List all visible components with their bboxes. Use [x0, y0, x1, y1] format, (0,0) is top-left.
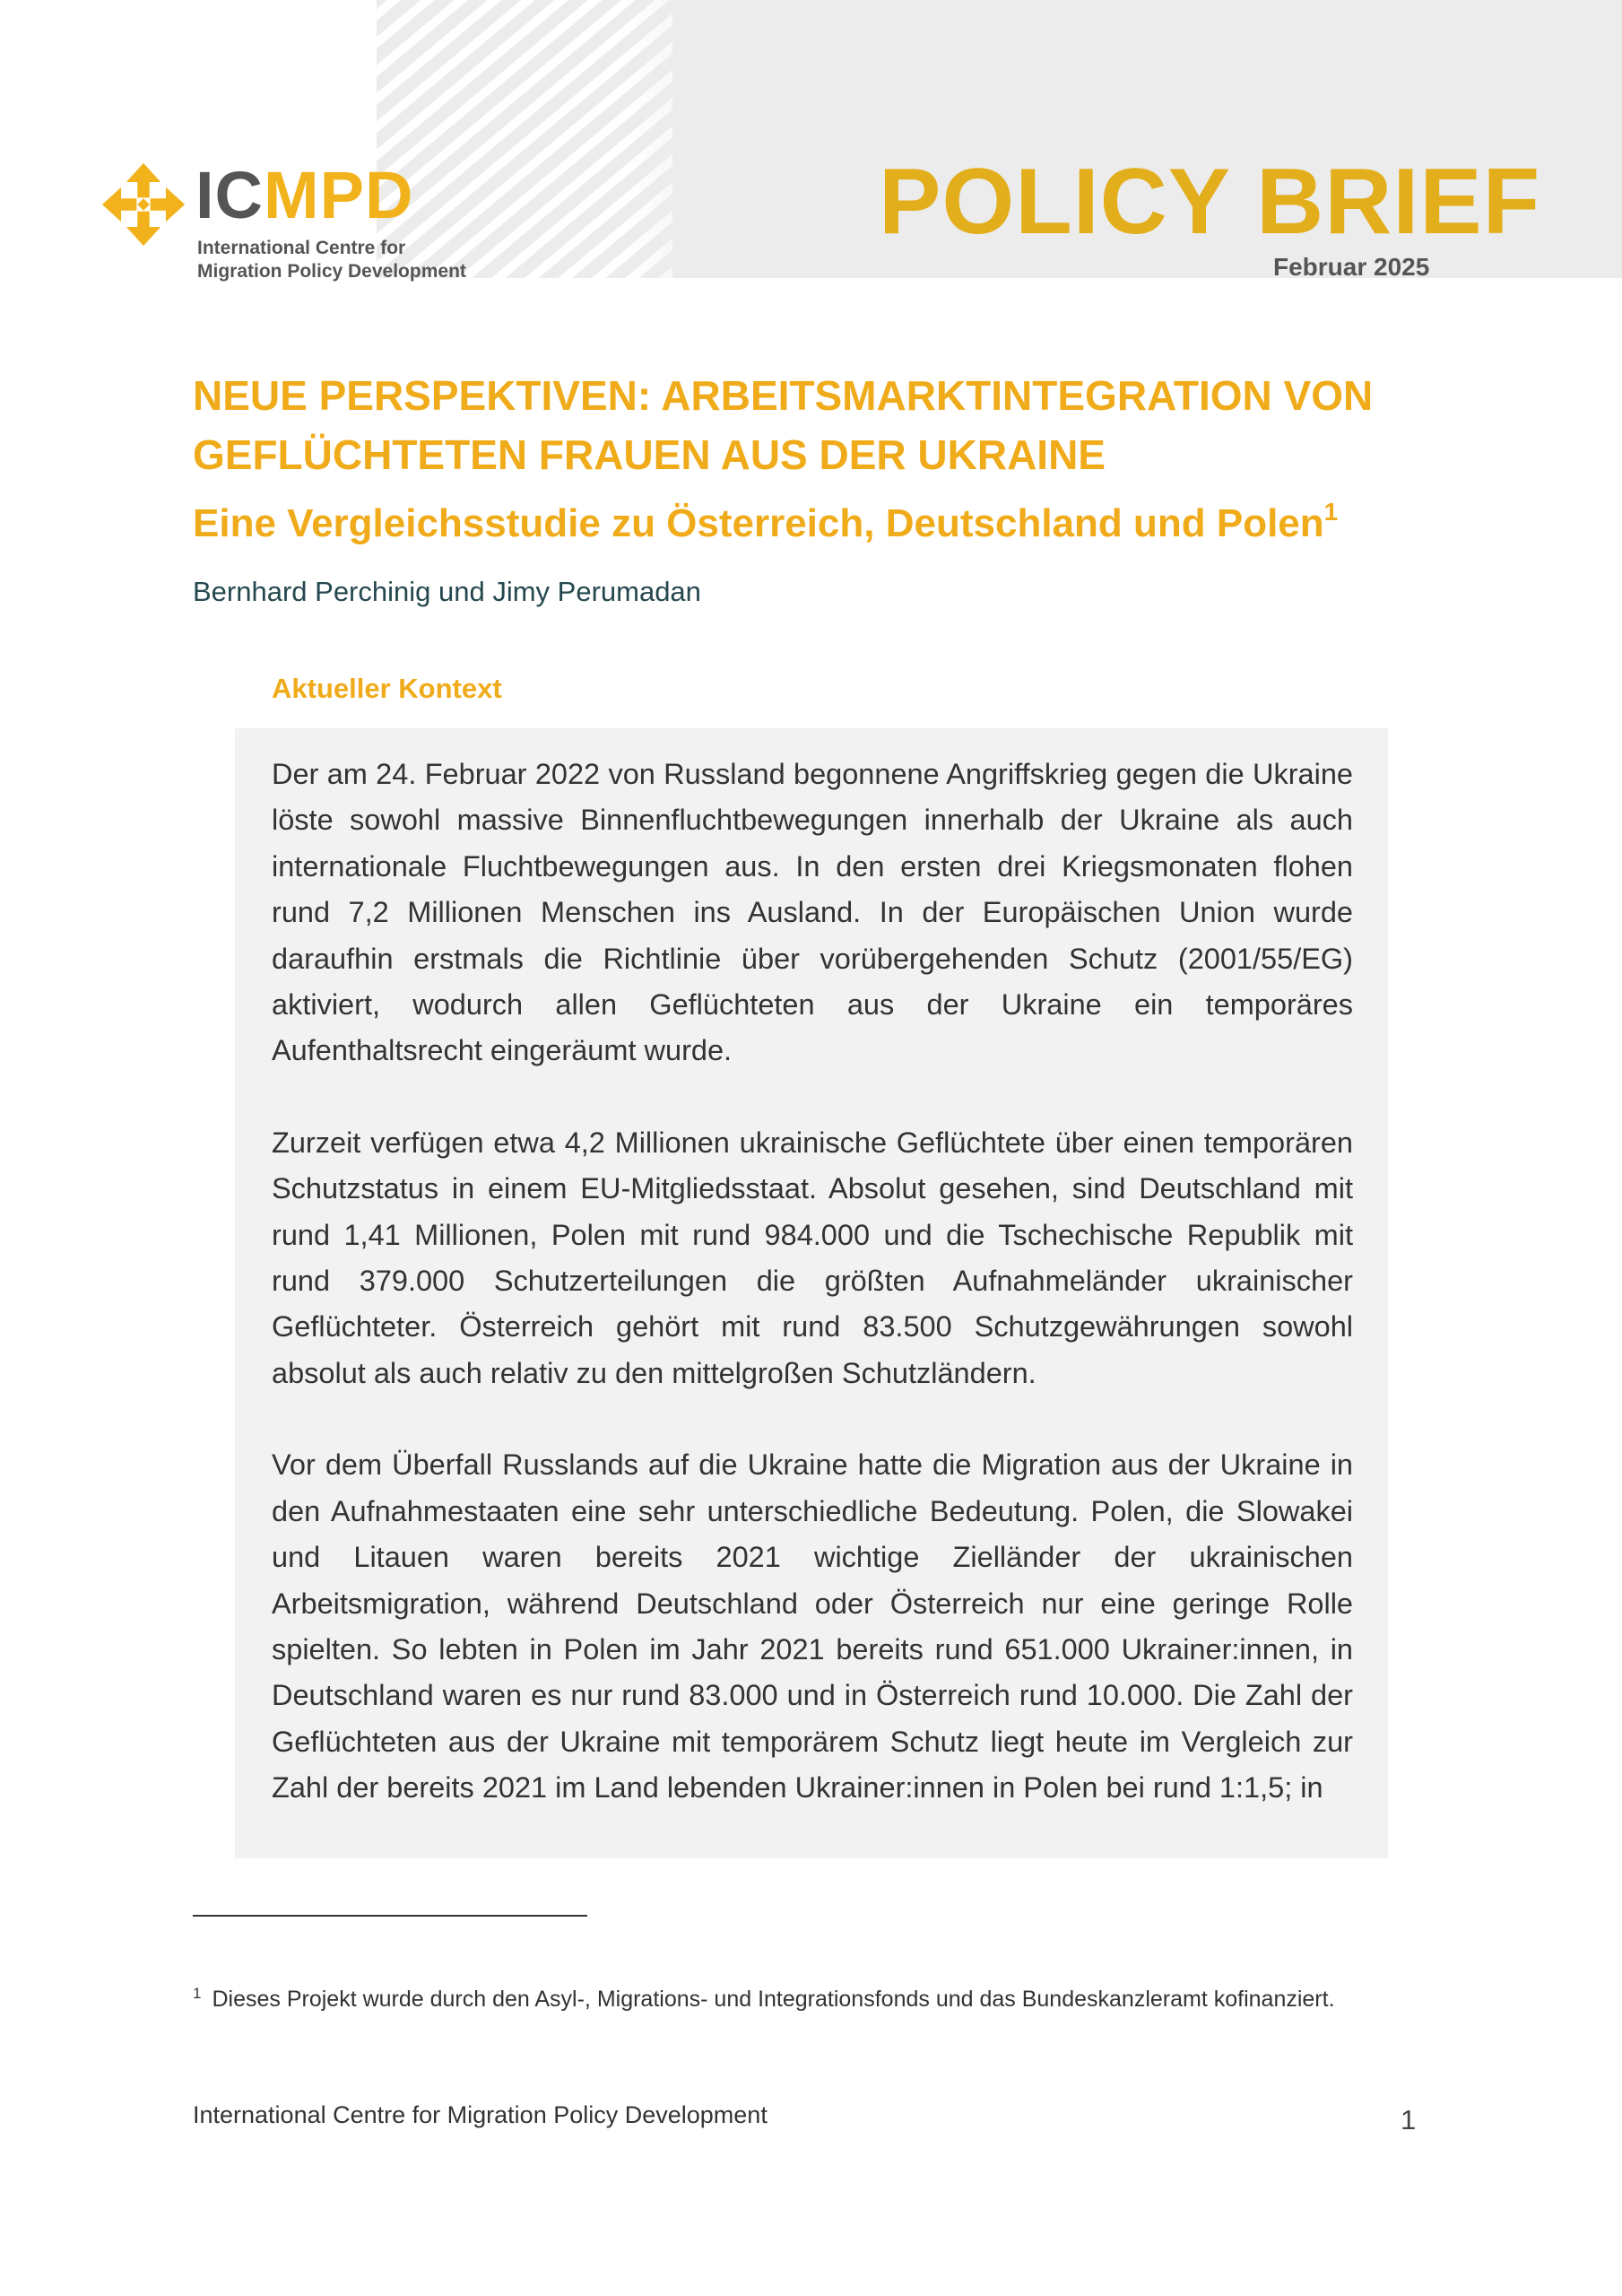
page-number: 1 [1401, 2104, 1417, 2135]
logo-wordmark-mpd: MPD [264, 158, 414, 232]
main-title-line2: GEFLÜCHTETEN FRAUEN AUS DER UKRAINE [193, 431, 1106, 478]
footer-organization: International Centre for Migration Policy Development [193, 2101, 768, 2128]
logo-subtitle [197, 237, 466, 283]
doc-type-title: POLICY BRIEF [879, 150, 1541, 254]
icmpd-logo [100, 160, 477, 285]
icmpd-arrows-logo-icon [100, 161, 186, 248]
context-box [235, 728, 1388, 1858]
main-title-line1: NEUE PERSPEKTIVEN: ARBEITSMARKTINTEGRATION VON [193, 372, 1374, 419]
footnote-text: Dieses Projekt wurde durch den Asyl-, Migrations- und Integrationsfonds und das Bundeskanzleramt kofinanziert. [212, 1987, 1335, 2012]
publication-date: Februar 2025 [1273, 253, 1430, 281]
logo-wordmark-ic: IC [195, 158, 264, 232]
context-paragraph-1: Der am 24. Februar 2022 von Russland begonnene Angriffskrieg gegen die Ukraine löste sowohl massive Binnenfluchtbewegungen innerhalb der Ukraine als auch internationale Fluchtbewegungen aus. In den ersten drei Kriegsmonaten flohen rund 7,2 Millionen Menschen ins Ausland. In der Europäischen Union wurde daraufhin erstmals die Richtlinie über vorübergehenden Schutz (2001/55/EG) aktiviert, wodurch allen Geflüchteten aus der Ukraine ein temporäres Aufenthaltsrecht eingeräumt wurde. [272, 758, 1353, 1067]
logo-subtitle-line2: Migration Policy Development [197, 261, 466, 282]
context-heading: Aktueller Kontext [272, 673, 502, 704]
authors: Bernhard Perchinig und Jimy Perumadan [193, 576, 701, 607]
logo-subtitle-line1: International Centre for [197, 238, 406, 258]
header-fade [628, 0, 735, 278]
subtitle [193, 497, 1520, 551]
main-title [193, 366, 1484, 484]
footnote-number: 1 [193, 1985, 202, 2002]
context-paragraph-3: Vor dem Überfall Russlands auf die Ukraine hatte die Migration aus der Ukraine in den Aufnahmestaaten eine sehr unterschiedliche Bedeutung. Polen, die Slowakei und Litauen waren bereits 2021 wichtige Zielländer der ukrainischen Arbeitsmigration, während Deutschland oder Österreich nur eine geringe Rolle spielten. So lebten in Polen im Jahr 2021 bereits rund 651.000 Ukrainer:innen, in Deutschland waren es nur rund 83.000 und in Österreich rund 10.000. Die Zahl der Geflüchteten aus der Ukraine mit temporärem Schutz liegt heute im Vergleich zur Zahl der bereits 2021 im Land lebenden Ukrainer:innen in Polen bei rund 1:1,5; in [272, 1448, 1353, 1805]
subtitle-text: Eine Vergleichsstudie zu Österreich, Deutschland und Polen [193, 501, 1324, 545]
footnote [193, 1983, 1430, 2016]
footnote-reference[interactable]: 1 [1323, 498, 1339, 526]
context-paragraph-2: Zurzeit verfügen etwa 4,2 Millionen ukrainische Geflüchtete über einen temporären Schutzstatus in einem EU-Mitgliedsstaat. Absolut gesehen, sind Deutschland mit rund 1,41 Millionen, Polen mit rund 984.000 und die Tschechische Republik mit rund 379.000 Schutzerteilungen die größten Aufnahmeländer ukrainischer Geflüchteter. Österreich gehört mit rund 83.500 Schutzgewährungen sowohl absolut als auch relativ zu den mittelgroßen Schutzländern. [272, 1126, 1353, 1389]
footnote-divider [193, 1915, 587, 1917]
logo-wordmark [195, 160, 413, 231]
